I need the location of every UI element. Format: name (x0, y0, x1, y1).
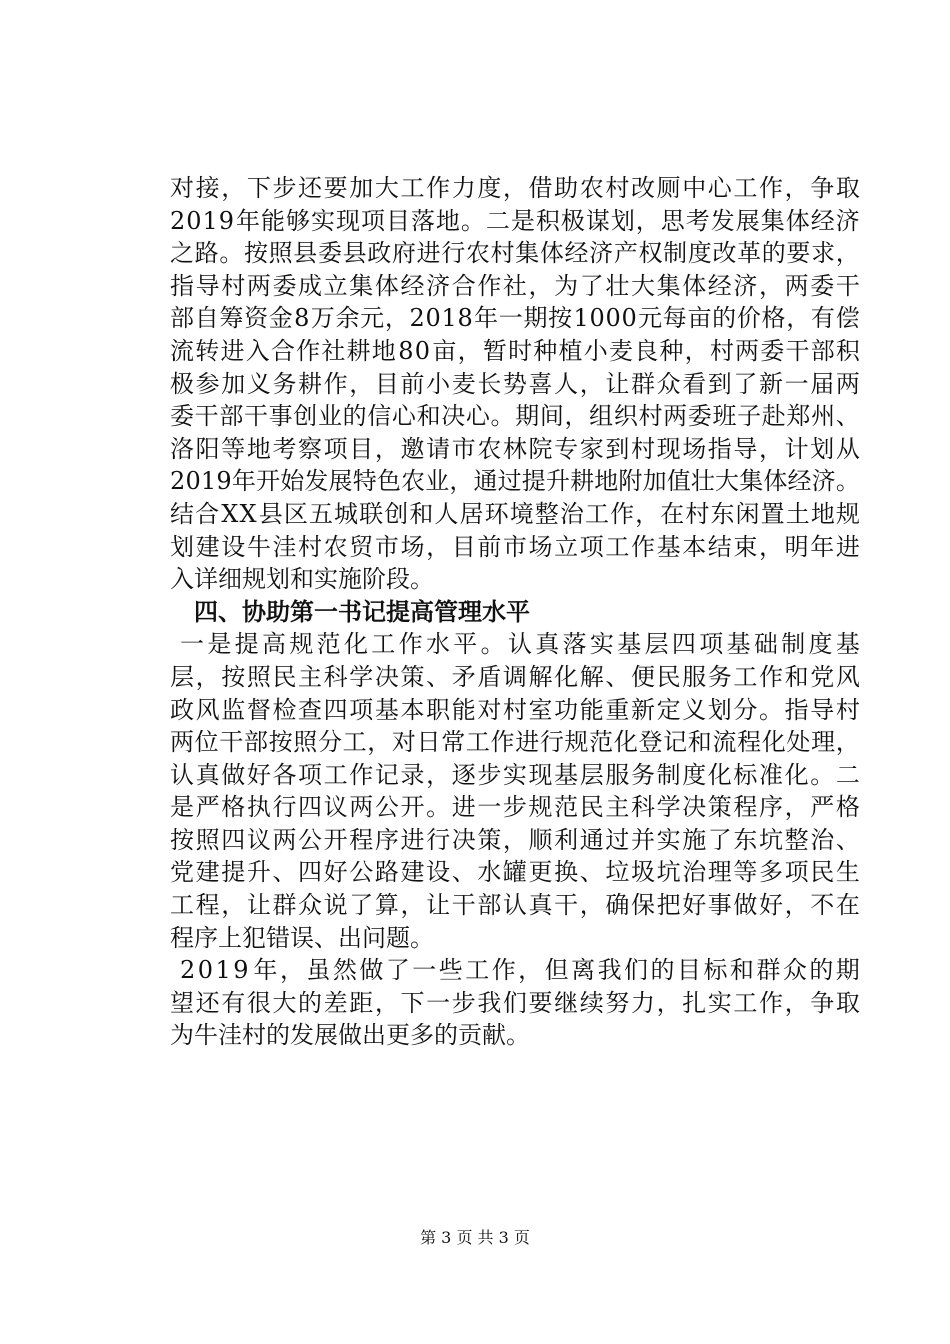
text-line: 认 真 做 好 各 项 工 作 记 录 ， 逐 步 实 现 基 层 服 务 制 度 化 标 准 化 。 二 (170, 760, 860, 789)
text-line: 两 位 干 部 按 照 分 工 ， 对 日 常 工 作 进 行 规 范 化 登 记 和 流 程 化 处 理 ， (170, 728, 860, 757)
text-line: 工 程 ， 让 群 众 说 了 算 ， 让 干 部 认 真 干 ， 确 保 把 好 事 做 好 ， 不 在 (170, 891, 860, 920)
paragraph-3 (170, 954, 860, 1052)
text-line: 结 合 X X 县 区 五 城 联 创 和 人 居 环 境 整 治 工 作 ， 在 村 东 闲 置 土 地 规 (170, 499, 860, 528)
page-number-footer: 第 3 页 共 3 页 (420, 1228, 530, 1247)
text-line: 委 干 部 干 事 创 业 的 信 心 和 决 心 。 期 间 ， 组 织 村 两 委 班 子 赴 郑 州 、 (170, 402, 860, 431)
text-line: 指 导 村 两 委 成 立 集 体 经 济 合 作 社 ， 为 了 壮 大 集 体 经 济 ， 两 委 干 (170, 271, 860, 300)
document-body (170, 172, 860, 1052)
text-line: 党 建 提 升 、 四 好 公 路 建 设 、 水 罐 更 换 、 垃 圾 坑 治 理 等 多 项 民 生 (170, 858, 860, 887)
text-line: 流 转 进 入 合 作 社 耕 地 8 0 亩 ， 暂 时 种 植 小 麦 良 种 ， 村 两 委 干 部 积 (170, 336, 860, 365)
text-line: 极 参 加 义 务 耕 作 ， 目 前 小 麦 长 势 喜 人 ， 让 群 众 看 到 了 新 一 届 两 (170, 369, 860, 398)
text-line: 政 风 监 督 检 查 四 项 基 本 职 能 对 村 室 功 能 重 新 定 义 划 分 。 指 导 村 (170, 695, 860, 724)
text-line: 对 接 ， 下 步 还 要 加 大 工 作 力 度 ， 借 助 农 村 改 厕 中 心 工 作 ， 争 取 (170, 174, 860, 202)
text-line: 划 建 设 牛 洼 村 农 贸 市 场 ， 目 前 市 场 立 项 工 作 基 本 结 束 ， 明 年 进 (170, 532, 860, 561)
paragraph-1 (170, 172, 860, 596)
section-heading: 四、协助第一书记提高管理水平 (194, 597, 530, 626)
text-line: 层 ， 按 照 民 主 科 学 决 策 、 矛 盾 调 解 化 解 、 便 民 服 务 工 作 和 党 风 (170, 662, 860, 691)
text-line: 一 是 提 高 规 范 化 工 作 水 平 。 认 真 落 实 基 层 四 项 基 础 制 度 基 (180, 630, 860, 659)
text-line: 望 还 有 很 大 的 差 距 ， 下 一 步 我 们 要 继 续 努 力 ， 扎 实 工 作 ， 争 取 (170, 988, 860, 1017)
text-line: 2 0 1 9 年 ， 虽 然 做 了 一 些 工 作 ， 但 离 我 们 的 目 标 和 群 众 的 期 (180, 956, 860, 985)
text-line: 是 严 格 执 行 四 议 两 公 开 。 进 一 步 规 范 民 主 科 学 决 策 程 序 ， 严 格 (170, 793, 860, 822)
text-line: 之 路 。 按 照 县 委 县 政 府 进 行 农 村 集 体 经 济 产 权 制 度 改 革 的 要 求 ， (170, 239, 860, 268)
text-line: 部 自 筹 资 金 8 万 余 元 ， 2 0 1 8 年 一 期 按 1 0 0 0 元 每 亩 的 价 格 ， 有 偿 (170, 304, 860, 333)
text-line: 洛 阳 等 地 考 察 项 目 ， 邀 请 市 农 林 院 专 家 到 村 现 场 指 导 ， 计 划 从 (170, 434, 860, 463)
paragraph-2 (170, 628, 860, 954)
text-line: 程序上犯错误、出问题。 (170, 923, 434, 952)
text-line: 按 照 四 议 两 公 开 程 序 进 行 决 策 ， 顺 利 通 过 并 实 施 了 东 坑 整 治 、 (170, 825, 860, 854)
text-line: 2 0 1 9 年 开 始 发 展 特 色 农 业 ， 通 过 提 升 耕 地 附 加 值 壮 大 集 体 经 济 。 (170, 467, 860, 496)
text-line: 入详细规划和实施阶段。 (170, 565, 434, 594)
text-line: 2 0 1 9 年 能 够 实 现 项 目 落 地 。 二 是 积 极 谋 划 ， 思 考 发 展 集 体 经 济 (170, 206, 860, 235)
text-line: 为牛洼村的发展做出更多的贡献。 (170, 1021, 530, 1050)
